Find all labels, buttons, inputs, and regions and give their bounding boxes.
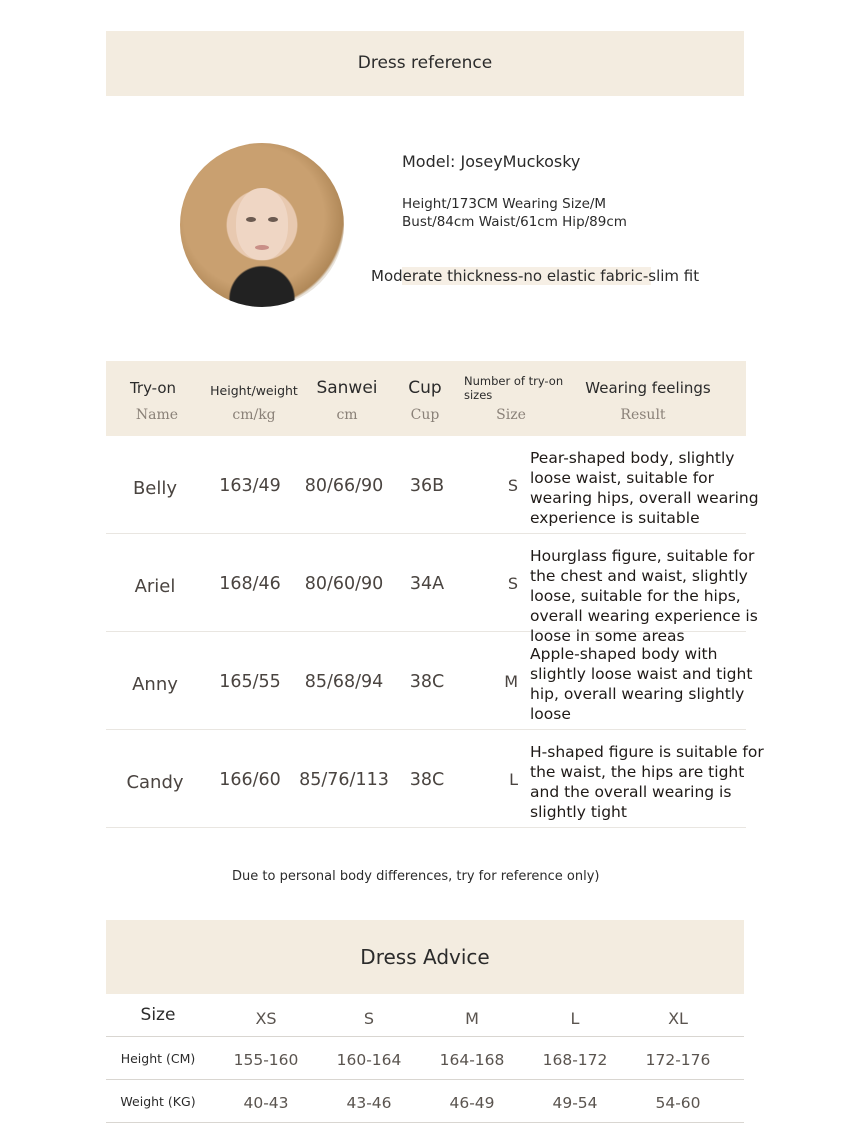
tryon-cup: 38C [409,770,445,790]
advice-size-label: Size [140,1005,176,1025]
advice-height-value: 168-172 [542,1051,608,1069]
header-tryon: Try-on [129,379,177,397]
table-row [106,436,759,534]
tryon-cup: 36B [409,476,445,496]
advice-weight-value: 54-60 [655,1094,701,1112]
model-avatar [180,143,344,307]
model-bust-waist-hip: Bust/84cm Waist/61cm Hip/89cm [402,214,627,230]
dress-reference-banner [106,31,744,96]
model-measurements [402,195,627,231]
advice-height-value: 164-168 [439,1051,505,1069]
avatar-eye-left [246,217,256,222]
tryon-result: Pear-shaped body, slightly loose waist, suitable for wearing hips, overall wearing experience is suitable [530,449,759,527]
header-sanwei: Sanwei [316,378,378,398]
avatar-lips [255,245,269,250]
tryon-sanwei: 85/76/113 [299,770,389,790]
tryon-cup: 38C [409,672,445,692]
tryon-size: M [504,672,518,691]
tryon-result: H-shaped figure is suitable for the waist, the hips are tight and the overall wearing is slightly tight [530,743,764,821]
header-cup-sub: Cup [410,407,440,423]
avatar-eye-right [268,217,278,222]
tryon-height-weight: 166/60 [219,770,281,790]
tryon-size: L [509,770,518,789]
tryon-sanwei: 80/60/90 [304,574,384,594]
header-height-weight-sub: cm/kg [232,407,276,423]
header-sanwei-sub: cm [336,407,358,423]
size-advice-table [106,995,744,1123]
header-tryon-sizes-sub: Size [496,407,526,423]
advice-size-row [106,995,744,1037]
header-wearing-feelings: Wearing feelings [585,379,711,397]
advice-weight-value: 43-46 [346,1094,392,1112]
tryon-table-header [106,361,746,436]
advice-weight-value: 46-49 [449,1094,495,1112]
header-height-weight: Height/weight [210,383,298,398]
tryon-result: Hourglass figure, suitable for the chest and waist, slightly loose, suitable for the hips, overall wearing experience is loose in some areas [530,547,758,645]
advice-height-row [106,1037,744,1080]
advice-height-value: 155-160 [233,1051,299,1069]
advice-size-value: S [363,1009,375,1028]
tryon-name: Ariel [134,576,176,597]
advice-size-value: L [570,1009,580,1028]
dress-reference-title: Dress reference [357,53,493,73]
header-cup: Cup [408,378,442,398]
tryon-height-weight: 165/55 [219,672,281,692]
tryon-sanwei: 80/66/90 [304,476,384,496]
table-row [106,534,758,645]
advice-size-value: XL [668,1009,688,1028]
disclaimer-note: Due to personal body differences, try for reference only) [232,869,600,884]
advice-weight-row [106,1080,744,1123]
tryon-table [106,361,764,828]
tryon-name: Anny [132,674,178,695]
tryon-size: S [507,574,518,593]
advice-weight-value: 40-43 [243,1094,289,1112]
dress-advice-banner [106,920,744,994]
tryon-cup: 34A [409,574,445,594]
tryon-size: S [507,476,518,495]
tryon-name: Belly [132,478,178,499]
tryon-sanwei: 85/68/94 [304,672,384,692]
model-name: Model: JoseyMuckosky [402,152,581,171]
header-tryon-sizes: Number of try-on sizes [464,374,564,402]
tryon-name: Candy [126,772,184,793]
advice-size-value: M [465,1009,479,1028]
advice-height-label: Height (CM) [120,1051,196,1066]
advice-height-value: 160-164 [336,1051,402,1069]
advice-size-value: XS [255,1009,277,1028]
table-row [106,730,764,828]
tryon-result: Apple-shaped body with slightly loose waist and tight hip, overall wearing slightly loose [530,645,753,723]
model-height-size: Height/173CM Wearing Size/M [402,196,607,212]
advice-height-value: 172-176 [645,1051,711,1069]
tryon-height-weight: 168/46 [219,574,281,594]
dress-advice-title: Dress Advice [360,945,490,969]
fabric-description: Moderate thickness-no elastic fabric-slim fit [371,267,700,285]
header-wearing-feelings-sub: Result [620,407,666,423]
tryon-height-weight: 163/49 [219,476,281,496]
table-row [106,632,753,730]
header-tryon-sub: Name [135,407,179,423]
advice-weight-label: Weight (KG) [120,1094,196,1109]
advice-weight-value: 49-54 [552,1094,598,1112]
